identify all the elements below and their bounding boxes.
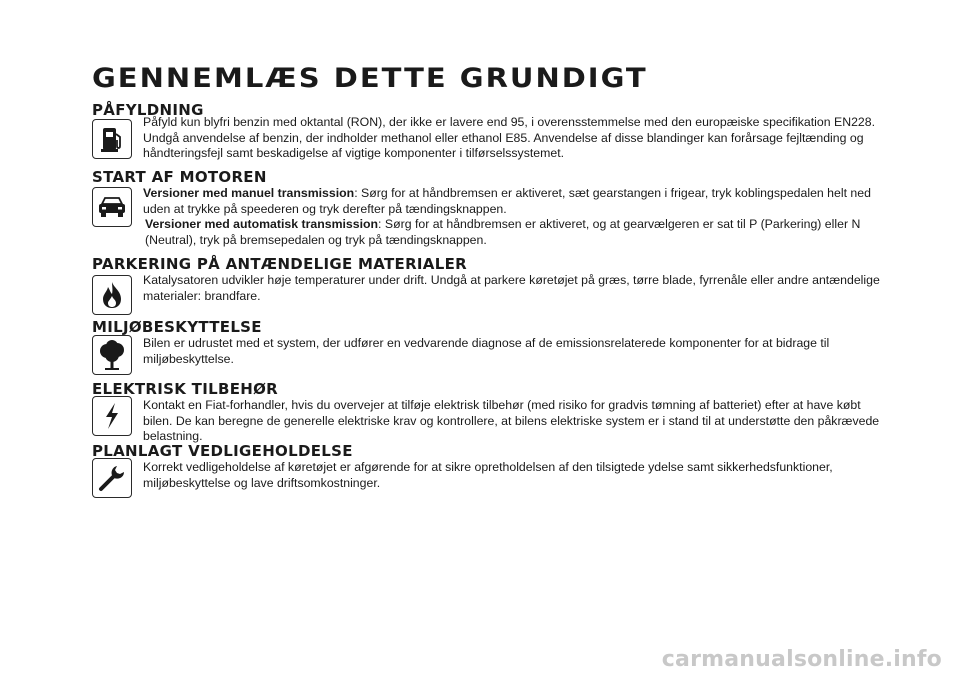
paragraph: Katalysatoren udvikler høje temperaturer under drift. Undgå at parkere køretøjet på græs, tørre blade, fyrrenåle eller andre antændelige materialer: brandfare. (143, 273, 880, 303)
section-heading: PARKERING PÅ ANTÆNDELIGE MATERIALER (92, 255, 467, 273)
section-heading: MILJØBESKYTTELSE (92, 318, 262, 336)
paragraph: Versioner med manuel transmission: Sørg for at håndbremsen er aktiveret, sæt gearstangen i frigear, tryk koblingspedalen helt ned uden at trykke på speederen og tryk derefter på tændingsknappen. (143, 186, 871, 216)
paragraph: Bilen er udrustet med et system, der udfører en vedvarende diagnose af de emissionsrelaterede komponenter for at bidrage til miljøbeskyttelse. (143, 336, 830, 366)
fuel-pump-icon (92, 119, 132, 159)
section-heading: START AF MOTOREN (92, 168, 267, 186)
wrench-icon (92, 458, 132, 498)
paragraph: Kontakt en Fiat-forhandler, hvis du overvejer at tilføje elektrisk tilbehør (med risiko for gradvis tømning af batteriet) efter at have købt bilen. De kan beregne de generelle elektriske krav og kontrollere, at bilens elektriske system er i stand til at understøtte den påkrævede belastning. (143, 398, 880, 443)
section-text (143, 186, 888, 248)
paragraph: Påfyld kun blyfri benzin med oktantal (RON), der ikke er lavere end 95, i overensstemmelse med den europæiske specifikation EN228. Undgå anvendelse af benzin, der indholder methanol eller ethanol E85. Anvendelse af disse blandinger kan forårsage fejltænding og håndteringsfejl samt beskadigelse af vigtige komponenter i tilførselssystemet. (143, 115, 876, 160)
section-parking (92, 255, 892, 303)
lightning-icon (92, 396, 132, 436)
section-electrical (92, 380, 892, 443)
page-title: GENNEMLÆS DETTE GRUNDIGT (92, 62, 648, 94)
car-icon (92, 187, 132, 227)
section-environment (92, 318, 892, 366)
section-maintenance (92, 442, 892, 490)
section-text (143, 460, 888, 491)
section-heading: PÅFYLDNING (92, 101, 204, 119)
tree-icon (92, 335, 132, 375)
section-text (143, 273, 888, 304)
paragraph: Versioner med automatisk transmission: Sørg for at håndbremsen er aktiveret, og at gearvælgeren er sat til P (Parkering) eller N (Neutral), tryk på bremsepedalen og tryk på tændingsknappen. (145, 217, 861, 247)
section-engine-start (92, 168, 892, 247)
section-text (143, 336, 888, 367)
flame-icon (92, 275, 132, 315)
section-heading: ELEKTRISK TILBEHØR (92, 380, 278, 398)
watermark: carmanualsonline.info (661, 647, 942, 672)
section-heading: PLANLAGT VEDLIGEHOLDELSE (92, 442, 353, 460)
paragraph: Korrekt vedligeholdelse af køretøjet er afgørende for at sikre opretholdelsen af den tilsigtede ydelse samt sikkerhedsfunktioner, miljøbeskyttelse og lave driftsomkostninger. (143, 460, 833, 490)
section-text (143, 398, 888, 445)
section-text (143, 115, 888, 162)
section-fuelling (92, 101, 892, 160)
